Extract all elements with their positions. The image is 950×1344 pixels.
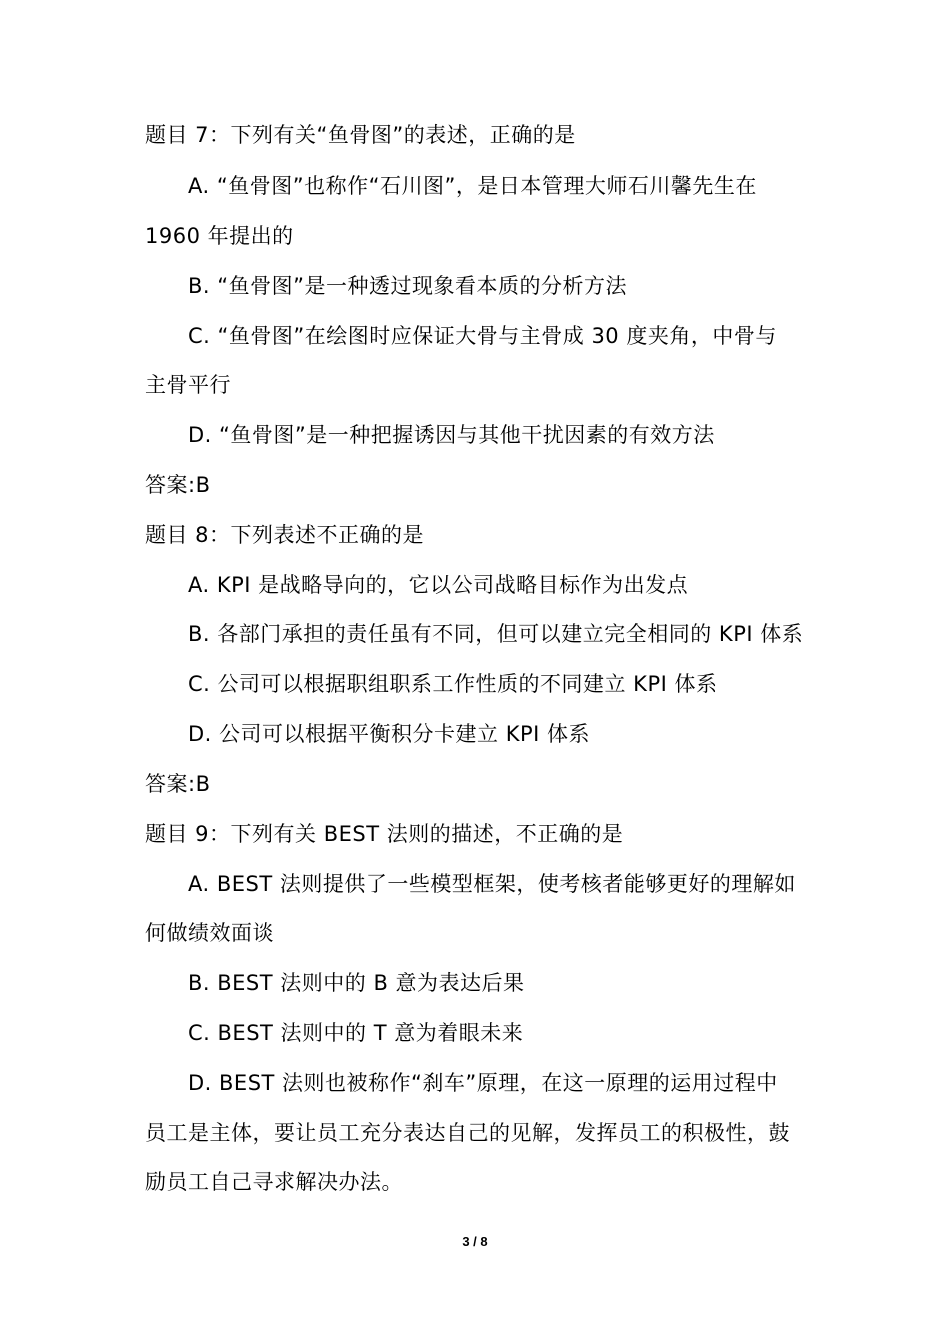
question-7-option-a-line-1: A. “鱼骨图”也称作“石川图”，是日本管理大师石川馨先生在 [188, 174, 757, 198]
question-9-option-a-line-2: 何做绩效面谈 [145, 921, 274, 945]
question-9-option-b: B. BEST 法则中的 B 意为表达后果 [188, 971, 525, 995]
question-9-option-d-line-2: 员工是主体，要让员工充分表达自己的见解，发挥员工的积极性，鼓 [145, 1121, 790, 1145]
question-8-option-d: D. 公司可以根据平衡积分卡建立 KPI 体系 [188, 722, 590, 746]
question-9-title: 题目 9：下列有关 BEST 法则的描述，不正确的是 [145, 822, 624, 846]
question-7-option-c-line-2: 主骨平行 [145, 373, 231, 397]
question-8-answer: 答案:B [145, 772, 211, 796]
question-7-option-d: D. “鱼骨图”是一种把握诱因与其他干扰因素的有效方法 [188, 423, 715, 447]
question-8-option-b: B. 各部门承担的责任虽有不同，但可以建立完全相同的 KPI 体系 [188, 622, 804, 646]
question-9-option-a-line-1: A. BEST 法则提供了一些模型框架，使考核者能够更好的理解如 [188, 872, 796, 896]
question-9-option-d-line-3: 励员工自己寻求解决办法。 [145, 1170, 403, 1194]
question-7-answer: 答案:B [145, 473, 211, 497]
question-7-option-a-line-2: 1960 年提出的 [145, 224, 294, 248]
question-8-option-a: A. KPI 是战略导向的，它以公司战略目标作为出发点 [188, 573, 689, 597]
question-8-title: 题目 8：下列表述不正确的是 [145, 523, 425, 547]
question-7-option-c-line-1: C. “鱼骨图”在绘图时应保证大骨与主骨成 30 度夹角，中骨与 [188, 324, 777, 348]
question-9-option-c: C. BEST 法则中的 T 意为着眼未来 [188, 1021, 524, 1045]
question-8-option-c: C. 公司可以根据职组职系工作性质的不同建立 KPI 体系 [188, 672, 718, 696]
question-9-option-d-line-1: D. BEST 法则也被称作“刹车”原理，在这一原理的运用过程中 [188, 1071, 778, 1095]
page-number: 3 / 8 [462, 1234, 488, 1249]
question-7-option-b: B. “鱼骨图”是一种透过现象看本质的分析方法 [188, 274, 628, 298]
question-7-title: 题目 7：下列有关“鱼骨图”的表述，正确的是 [145, 123, 576, 147]
